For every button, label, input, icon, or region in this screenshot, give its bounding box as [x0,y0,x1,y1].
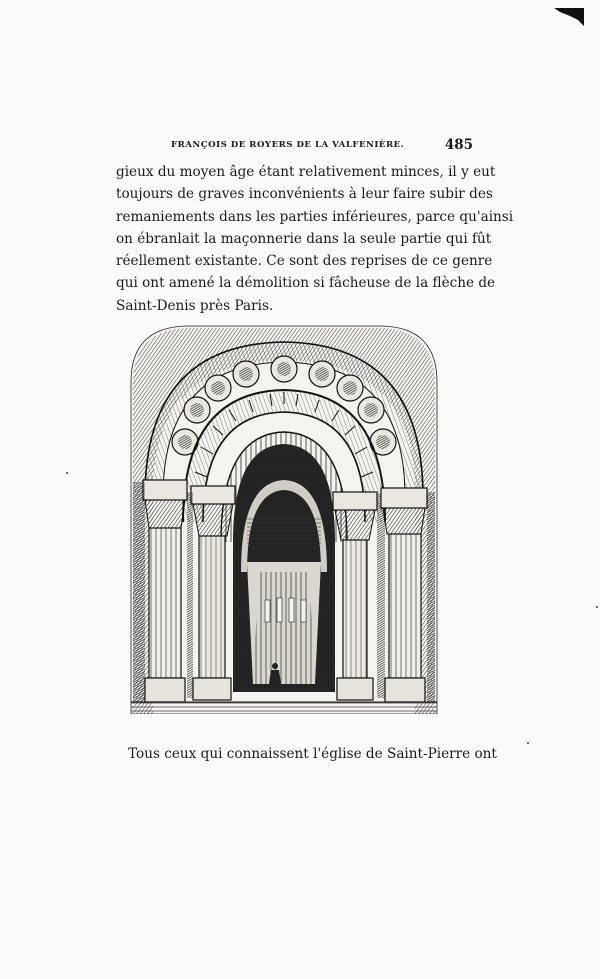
text-line: gieux du moyen âge étant relativement minces, il y eut [116,164,496,180]
text-line: réellement existante. Ce sont des reprises de ce genre [116,253,493,270]
text-line: on ébranlait la maçonnerie dans la seule partie qui fût [116,230,492,247]
running-title: FRANÇOIS DE ROYERS DE LA VALFENIÈRE. [171,140,405,150]
continuation-line: Tous ceux qui connaissent l'église de Saint-Pierre ont [128,746,497,762]
text-line: toujours de graves inconvénients à leur faire subir des [116,186,493,203]
paper-speck [527,742,529,744]
paper-speck [596,606,598,608]
paper-speck [66,472,68,474]
text-line: remaniements dans les parties inférieures, parce qu'ainsi [116,208,514,225]
text-line: qui ont amené la démolition si fâcheuse de la flèche de [116,275,496,292]
page-number: 485 [444,137,473,153]
page-corner-mark [552,6,586,28]
text-line: Saint-Denis près Paris. [116,297,274,314]
portal-engraving [125,322,443,714]
running-head [171,137,473,156]
body-paragraph [116,161,514,317]
